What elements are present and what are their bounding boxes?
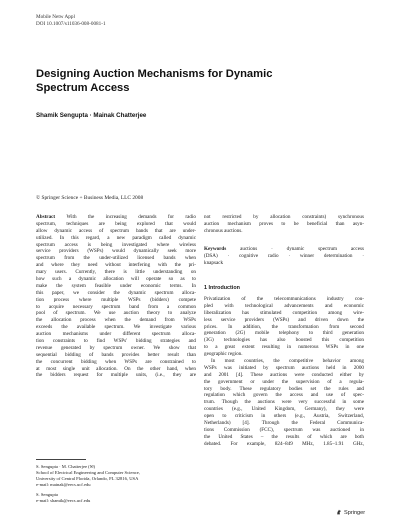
affiliation-line: S. Sengupta · M. Chatterjee (✉) xyxy=(36,464,96,469)
abstract-line: the concurrent bidding when WSPs are constrained to xyxy=(36,358,196,365)
paragraph-line: trum. Though the auctions were very successful in some xyxy=(204,399,364,406)
affiliation-block xyxy=(36,464,206,488)
paragraph-line: tions Commission (FCC), spectrum was auctioned in xyxy=(204,426,364,433)
paper-title xyxy=(36,68,336,95)
abstract-line: to acquire necessary spectrum band from a common xyxy=(36,303,196,310)
affiliation-line: University of Central Florida, Orlando, FL 32816, USA xyxy=(36,476,139,482)
abstract-line: not restricted by allocation constraints) synchronous xyxy=(204,214,364,220)
abstract-line: how such a dynamic allocation will operate so as to xyxy=(36,276,196,283)
doi: DOI 10.1007/s11036-008-0081-1 xyxy=(36,21,106,27)
abstract-body xyxy=(36,221,196,379)
abstract-line: revenue generated by spectrum owner. We show that xyxy=(36,344,196,351)
title-line: Spectrum Access xyxy=(36,81,130,94)
keywords-line: (DSA) · cognitive radio · winner determination · xyxy=(204,252,364,259)
abstract-line: chronous auctions. xyxy=(204,227,243,234)
paragraph-line: countries (e.g., United Kingdom, Germany), they were xyxy=(204,406,364,413)
authors: Shamik Sengupta · Mainak Chatterjee xyxy=(36,112,147,119)
abstract xyxy=(36,214,196,379)
footnote-rule xyxy=(36,459,86,460)
abstract-line: the bidders request for multiple units, (i.e., they are xyxy=(36,372,196,379)
abstract-line: utilized. In this regard, a new paradigm called dynamic xyxy=(36,234,196,241)
abstract-line: at most single unit allocation. On the other hand, when xyxy=(36,365,196,372)
abstract-line: exceeds the available spectrum. We investigate various xyxy=(36,324,196,331)
paragraph-line: Netherlands) [4]. Through the Federal Communica- xyxy=(204,420,364,427)
publisher-name: Springer xyxy=(344,510,366,516)
author-affiliation xyxy=(36,464,206,505)
abstract-line: spectrum, techniques are being explored that would xyxy=(36,220,196,227)
paragraph-line: geographic region. xyxy=(204,351,243,358)
paragraph-line: debated. For example, 824–849 MHz, 1.85–1.91 GHz, xyxy=(204,440,364,447)
abstract-line: the allocation process when the demand from WSPs xyxy=(36,317,196,324)
paragraph-line: to a great extent resulting in numerous WSPs in one xyxy=(204,344,364,351)
journal-name: Mobile Netw Appl xyxy=(36,14,75,20)
abstract-line: and where they need without interfering with the pri- xyxy=(36,262,196,269)
abstract-line: mary users. Currently, there is little understanding on xyxy=(36,269,196,276)
paragraph-line: generation (2G) mobile telephony to third generation xyxy=(204,330,364,337)
abstract-line: auction mechanisms under different spectrum alloca- xyxy=(36,331,196,338)
keywords-line: knapsack xyxy=(204,259,224,266)
paragraph-line: less service providers (WSPs) and driven down the xyxy=(204,316,364,323)
title-line: Designing Auction Mechanisms for Dynamic xyxy=(36,68,273,80)
abstract-label: Abstract xyxy=(36,214,56,220)
introduction-body xyxy=(204,296,364,448)
paragraph xyxy=(204,358,364,448)
paragraph-line: regulation which govern the access and use of spec- xyxy=(204,392,364,399)
affiliation-line: e-mail: mainak@eecs.ucf.edu xyxy=(36,482,91,488)
abstract-line: tion constraints to find WSPs' bidding strategies and xyxy=(36,338,196,345)
abstract-line: sequential bidding of bands provides better result than xyxy=(36,351,196,358)
springer-horse-icon xyxy=(336,509,342,515)
paragraph-line: Privatization of the telecommunications industry cou- xyxy=(204,296,364,302)
affiliation-line: S. Sengupta xyxy=(36,492,58,498)
abstract-line: Abstract With the increasing demands for radio xyxy=(36,214,196,220)
section-heading: 1 Introduction xyxy=(204,285,240,291)
abstract-line: auction mechanism proves to be beneficial than asyn- xyxy=(204,220,364,227)
paragraph-line: and 2001 [4]. These auctions were conducted either by xyxy=(204,371,364,378)
abstract-line: service providers (WSPs) would dynamically seek more xyxy=(36,248,196,255)
copyright: © Springer Science + Business Media, LLC 2008 xyxy=(36,195,144,201)
affiliation-block xyxy=(36,492,206,504)
publisher-logo xyxy=(336,509,365,516)
keywords-label: Keywords xyxy=(204,246,227,252)
paragraph-line: WSPs was initiated by spectrum auctions held in 2000 xyxy=(204,364,364,371)
affiliation-line: e-mail: shamik@eecs.ucf.edu xyxy=(36,498,91,504)
abstract-line: spectrum access is being investigated where wireless xyxy=(36,241,196,248)
paragraph-line: (3G) technologies has also boosted this competition xyxy=(204,337,364,344)
keywords xyxy=(204,246,364,267)
keywords-line: Keywords auctions · dynamic spectrum access xyxy=(204,246,364,252)
abstract-line: allow dynamic access of spectrum bands that are under- xyxy=(36,227,196,234)
abstract-line: spectrum from the under-utilized licensed bands when xyxy=(36,255,196,262)
abstract-line: pool of spectrum. We use auction theory to analyze xyxy=(36,310,196,317)
affiliation-line: School of Electrical Engineering and Computer Science, xyxy=(36,470,140,476)
paragraph-line: the United States – the results of which are both xyxy=(204,433,364,440)
paragraph-line: liberalization has stimulated competition among wire- xyxy=(204,309,364,316)
paragraph xyxy=(204,296,364,358)
abstract-line: this paper, we consider the dynamic spectrum alloca- xyxy=(36,289,196,296)
paragraph-line: open to criticism in others (e.g., Austria, Switzerland, xyxy=(204,413,364,420)
abstract-continued xyxy=(204,214,364,235)
paragraph-line: the government or under the supervision of a regula- xyxy=(204,378,364,385)
paragraph-line: In most countries, the competitive behavior among xyxy=(211,358,364,365)
paragraph-line: tory body. These regulatory bodies set the rules and xyxy=(204,385,364,392)
abstract-line: tion process where multiple WSPs (bidders) compete xyxy=(36,296,196,303)
paragraph-line: prices. In addition, the transformation from second xyxy=(204,323,364,330)
paragraph-line: pled with technological advancements and economic xyxy=(204,302,364,309)
abstract-line: make the system feasible under economic terms. In xyxy=(36,282,196,289)
